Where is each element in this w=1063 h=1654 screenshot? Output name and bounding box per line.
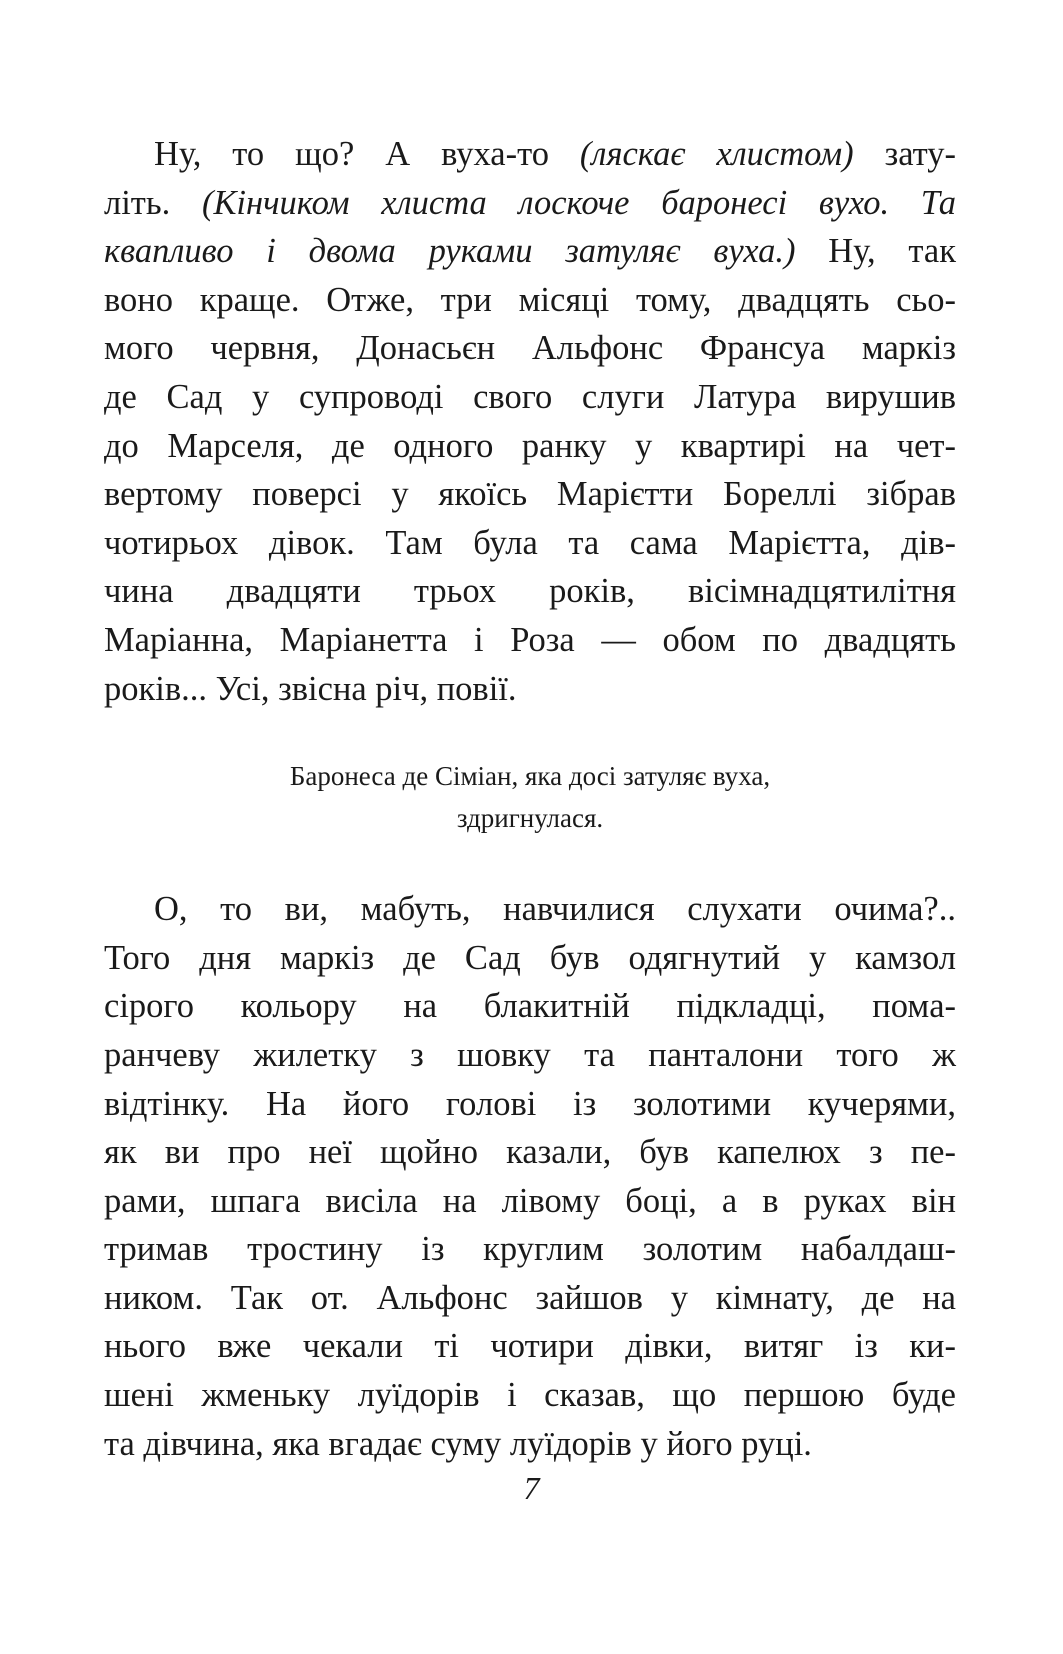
text-line: ником. Так от. Альфонс зайшов у кімнату, де на <box>104 1278 956 1317</box>
text-line: років... Усі, звісна річ, повії. <box>104 669 517 708</box>
text-line: до Марселя, де одного ранку у квартирі на чет- <box>104 426 956 465</box>
text-line: де Сад у супроводі свого слуги Латура вирушив <box>104 377 956 416</box>
stage-direction <box>104 755 956 839</box>
page-body <box>104 130 956 1468</box>
text-line: Маріанна, Маріанетта і Роза — обом по двадцять <box>104 620 956 659</box>
text-line: та дівчина, яка вгадає суму луїдорів у його руці. <box>104 1424 812 1463</box>
text-line: нього вже чекали ті чотири дівки, витяг із ки- <box>104 1327 956 1366</box>
italic-remark: (ляскає хлистом) <box>579 135 854 173</box>
stage-direction-line: здригнулася. <box>456 803 604 834</box>
stage-direction-line: Баронеса де Сіміан, яка досі затуляє вуха, <box>289 761 771 792</box>
text-line: О, то ви, мабуть, навчилися слухати очима?.. <box>154 890 956 929</box>
italic-remark: квапливо і двома руками затуляє вуха.) <box>104 232 796 271</box>
paragraph-1 <box>104 130 956 713</box>
text-line: Ну, то що? А вуха-то (ляскає хлистом) зату- <box>154 135 956 173</box>
text-line: тримав тростину із круглим золотим набалдаш- <box>104 1230 956 1269</box>
text-line: відтінку. На його голові із золотими кучерями, <box>104 1084 956 1123</box>
text-line: Того дня маркіз де Сад був одягнутий у камзол <box>104 938 956 977</box>
text-line: мого червня, Донасьєн Альфонс Франсуа маркіз <box>104 329 956 368</box>
text-line: шені жменьку луїдорів і сказав, що першою буде <box>104 1376 956 1415</box>
page-number: 7 <box>523 1470 540 1506</box>
text-line: як ви про неї щойно казали, був капелюх з пе- <box>104 1133 956 1172</box>
text-line: рами, шпага висіла на лівому боці, а в руках він <box>104 1181 956 1220</box>
paragraph-2 <box>104 885 956 1468</box>
text-line: ранчеву жилетку з шовку та панталони того ж <box>104 1035 956 1074</box>
text-line: воно краще. Отже, три місяці тому, двадцять сьо- <box>104 280 956 319</box>
text-line: вертому поверсі у якоїсь Марієтти Бореллі зібрав <box>104 475 956 514</box>
text-line: літь. (Кінчиком хлиста лоскоче баронесі вухо. Та <box>104 183 956 222</box>
italic-remark: (Кінчиком хлиста лоскоче баронесі вухо. Та <box>201 183 956 222</box>
text-line: чотирьох дівок. Там була та сама Марієтта, дів- <box>104 523 956 562</box>
text-line: сірого кольору на блакитній підкладці, помa- <box>104 987 956 1026</box>
text-line: чина двадцяти трьох років, вісімнадцятилітня <box>104 572 956 611</box>
text-line: квапливо і двома руками затуляє вуха.) Ну, так <box>104 232 956 271</box>
